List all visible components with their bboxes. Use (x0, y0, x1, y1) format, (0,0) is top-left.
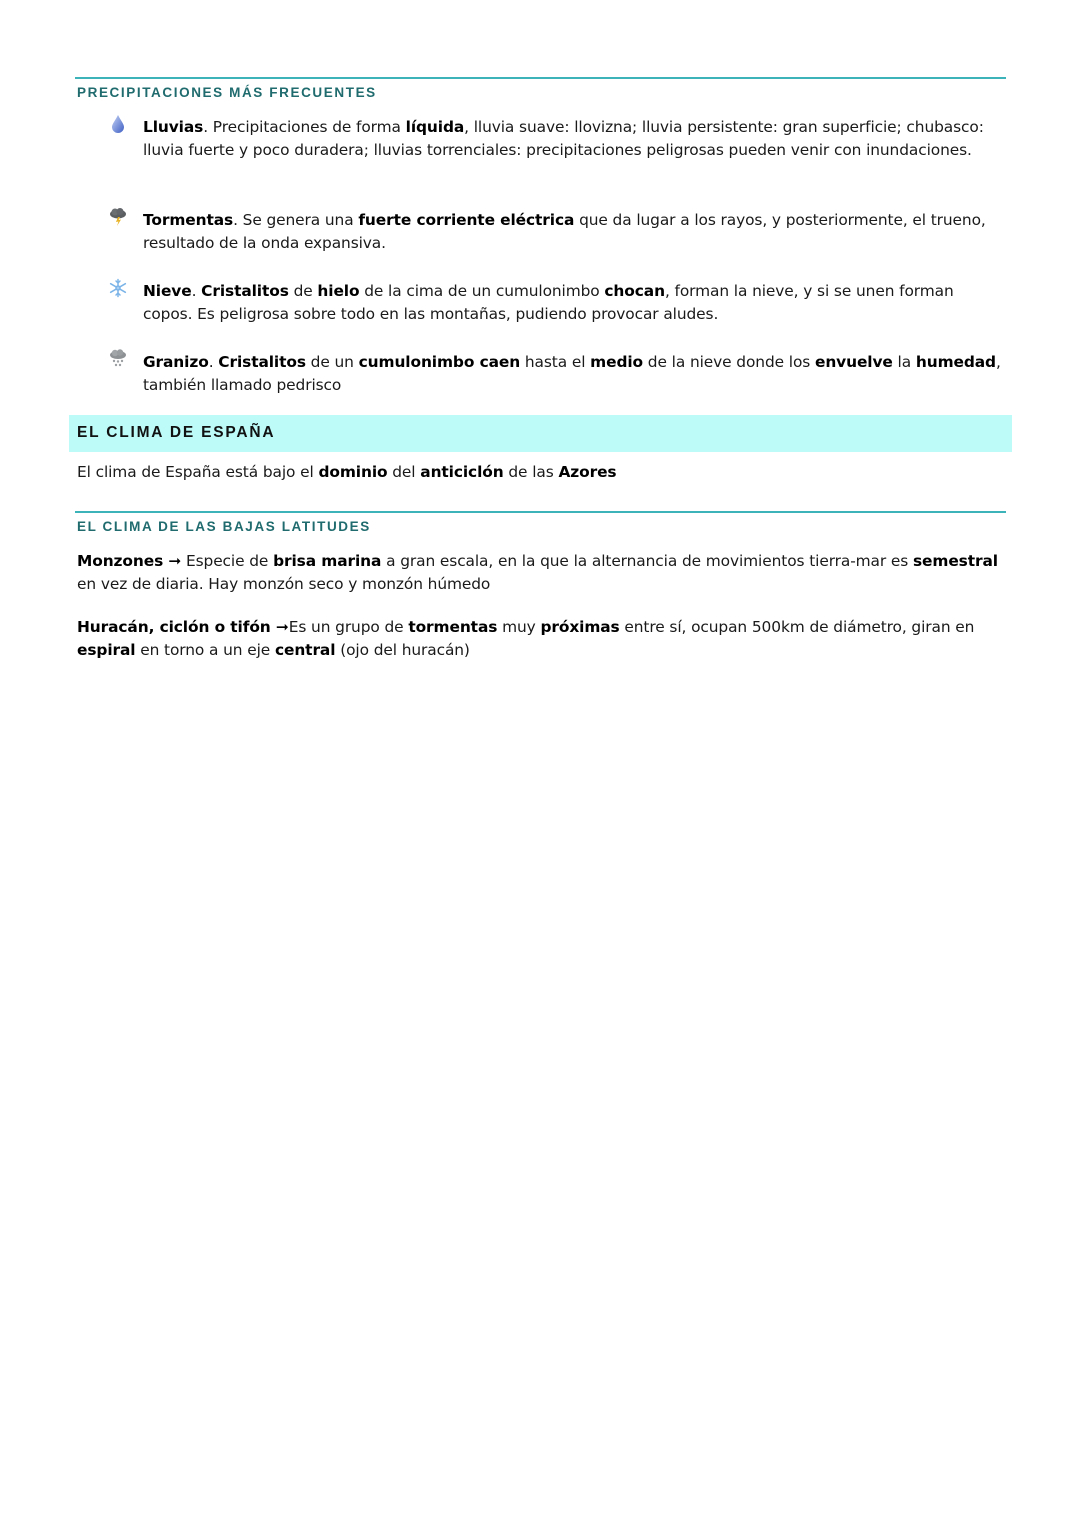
list-item-tormentas (143, 209, 1003, 255)
bold-term: Nieve (143, 282, 192, 300)
thunderstorm-icon (108, 207, 128, 227)
bold-term: chocan (604, 282, 665, 300)
bold-term: brisa marina (273, 552, 382, 570)
bold-term: líquida (405, 118, 465, 136)
text-run: la (892, 353, 916, 371)
bold-term: espiral (77, 641, 136, 659)
bold-term: central (274, 641, 336, 659)
bold-term: Huracán, ciclón o tifón ➞ (77, 618, 289, 636)
raindrop-icon (108, 114, 128, 134)
text-run: en vez de diaria. Hay monzón seco y monzón húmedo (77, 575, 491, 593)
section-band-clima-espana (69, 415, 1012, 452)
bold-term: Cristalitos (201, 282, 289, 300)
bold-term: Lluvias (143, 118, 204, 136)
bold-term: fuerte corriente eléctrica (358, 211, 575, 229)
bold-term: cumulonimbo caen (358, 353, 521, 371)
text-run: que da lugar a los rayos, y posteriormente, el trueno, resultado de la onda expansiva. (143, 211, 986, 252)
bold-term: Monzones ➞ (77, 552, 182, 570)
bold-term: medio (590, 353, 644, 371)
text-run: (ojo del huracán) (335, 641, 470, 659)
text-run: El clima de España está bajo el (77, 463, 319, 481)
bold-term: semestral (913, 552, 998, 570)
text-run: . (208, 353, 219, 371)
text-run: a gran escala, en la que la alternancia de movimientos tierra-mar es (381, 552, 913, 570)
section-heading-precipitaciones: PRECIPITACIONES MÁS FRECUENTES (77, 85, 377, 100)
text-run: . (191, 282, 202, 300)
text-run: de la nieve donde los (643, 353, 815, 371)
list-item-lluvias (143, 116, 1003, 162)
bold-term: hielo (317, 282, 360, 300)
text-run: Es un grupo de (288, 618, 409, 636)
list-item-granizo (143, 351, 1003, 397)
bold-term: dominio (318, 463, 388, 481)
text-run: , lluvia suave: llovizna; lluvia persistente: gran superficie; chubasco: lluvia fuerte y poco duradera; lluvias torrenciales: precipitaciones peligrosas pueden venir con inundaciones. (143, 118, 984, 159)
hail-cloud-icon (108, 348, 128, 368)
paragraph-clima-espana (77, 461, 1007, 484)
bold-term: Granizo (143, 353, 209, 371)
text-run: del (387, 463, 421, 481)
bold-term: Cristalitos (218, 353, 306, 371)
text-run: Especie de (181, 552, 274, 570)
section-heading-clima-espana: EL CLIMA DE ESPAÑA (77, 424, 276, 441)
list-item-nieve (143, 280, 1003, 326)
text-run: . Precipitaciones de forma (203, 118, 406, 136)
bold-term: envuelve (814, 353, 893, 371)
section-divider-top (75, 77, 1006, 79)
text-run: de (288, 282, 318, 300)
text-run: , también llamado pedrisco (143, 353, 1001, 394)
text-run: de la cima de un cumulonimbo (359, 282, 605, 300)
bold-term: humedad (915, 353, 996, 371)
bold-term: Tormentas (143, 211, 234, 229)
text-run: hasta el (520, 353, 591, 371)
section-heading-bajas-latitudes: EL CLIMA DE LAS BAJAS LATITUDES (77, 519, 371, 534)
bold-term: anticiclón (420, 463, 504, 481)
text-run: entre sí, ocupan 500km de diámetro, giran en (619, 618, 975, 636)
section-divider-bajas-latitudes (75, 511, 1006, 513)
paragraph-huracan (77, 616, 1007, 662)
bold-term: tormentas (408, 618, 498, 636)
bold-term: próximas (540, 618, 620, 636)
text-run: , forman la nieve, y si se unen forman copos. Es peligrosa sobre todo en las montañas, pudiendo provocar aludes. (143, 282, 954, 323)
text-run: en torno a un eje (135, 641, 275, 659)
paragraph-monzones (77, 550, 1007, 596)
text-run: de las (503, 463, 559, 481)
snowflake-icon (108, 278, 128, 298)
text-run: muy (497, 618, 541, 636)
text-run: de un (305, 353, 359, 371)
bold-term: Azores (558, 463, 617, 481)
text-run: . Se genera una (233, 211, 359, 229)
